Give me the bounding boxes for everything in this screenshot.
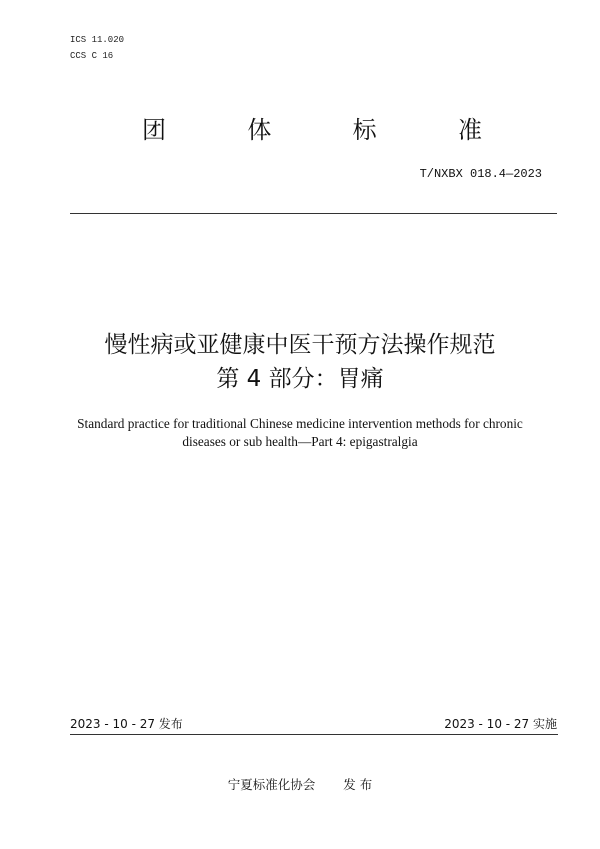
- publisher-action: 发 布: [343, 777, 373, 792]
- ics-code: ICS 11.020: [70, 35, 125, 45]
- title-en-line-1: Standard practice for traditional Chinese medicine intervention methods for chronic: [77, 416, 523, 431]
- title-zh-line-1: 慢性病或亚健康中医干预方法操作规范: [104, 332, 496, 358]
- top-divider: [70, 213, 557, 214]
- title-en-line-2: diseases or sub health—Part 4: epigastralgia: [182, 434, 418, 449]
- standard-type-char-4: 准: [457, 116, 482, 144]
- standard-type-heading: [142, 115, 482, 145]
- implement-date: 2023 - 10 - 27 实施: [444, 717, 557, 731]
- publish-date: 2023 - 10 - 27 发布: [70, 717, 183, 731]
- standard-type-char-2: 体: [247, 116, 272, 144]
- standard-type-char-1: 团: [142, 116, 166, 144]
- title-zh-line-2: 第 4 部分：胃痛: [216, 366, 384, 392]
- title-en: [40, 415, 560, 451]
- publisher-line: [0, 777, 600, 793]
- publisher-organization: 宁夏标准化协会: [227, 777, 316, 792]
- ccs-code: CCS C 16: [70, 51, 114, 61]
- bottom-divider: [70, 734, 558, 735]
- classification-codes: [70, 32, 124, 64]
- standard-type-char-3: 标: [352, 116, 377, 144]
- standard-number: T/NXBX 018.4—2023: [419, 167, 542, 181]
